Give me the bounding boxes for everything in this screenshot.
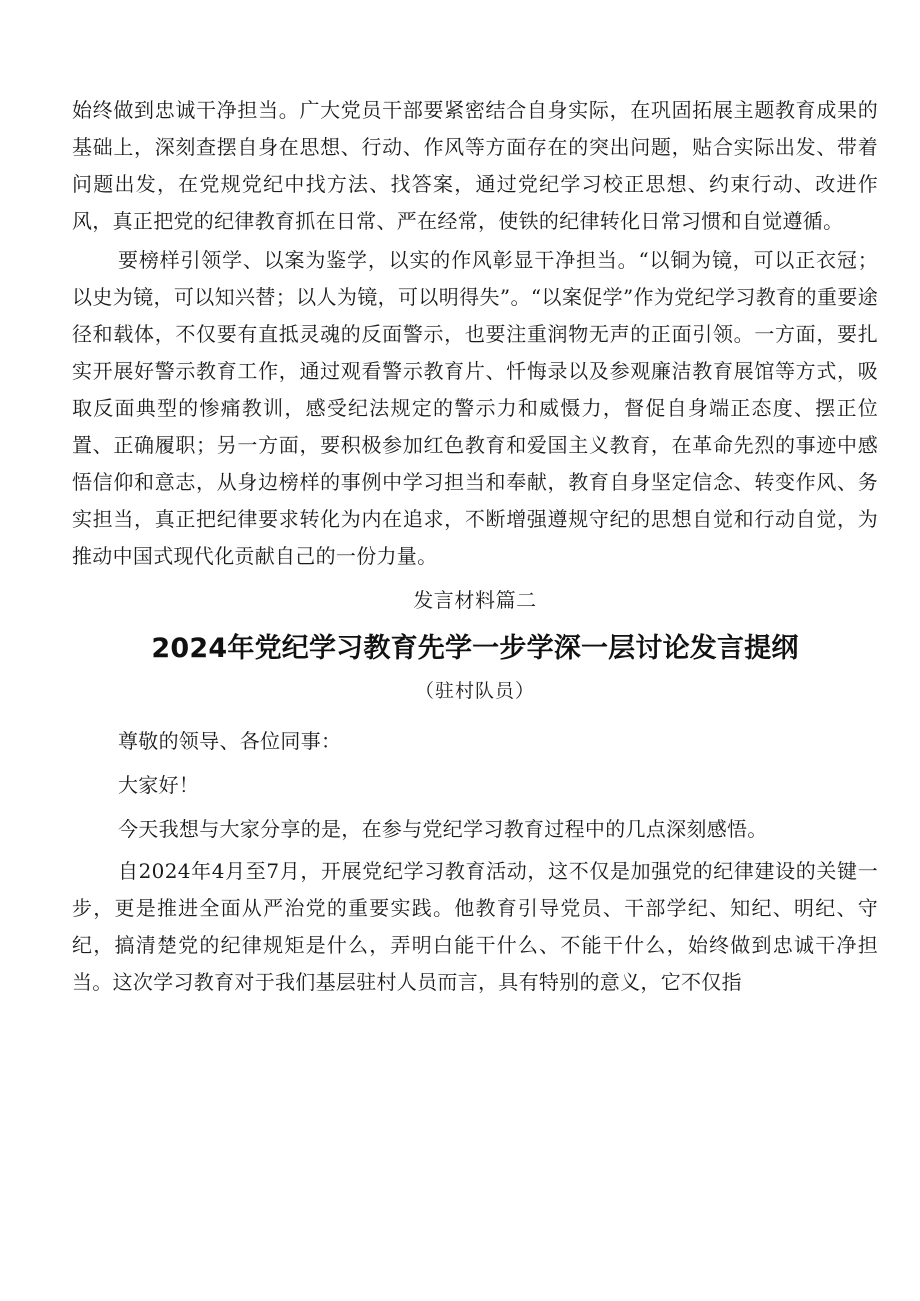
greeting-line: 尊敬的领导、各位同事： (118, 729, 342, 753)
document-page (72, 92, 878, 1001)
document-subtitle: （驻村队员） (414, 680, 535, 702)
hello-line: 大家好！ (118, 773, 200, 797)
intro-line: 今天我想与大家分享的是，在参与党纪学习教育过程中的几点深刻感悟。 (118, 817, 768, 841)
paragraph-body: 自2024年4月至7月，开展党纪学习教育活动，这不仅是加强党的纪律建设的关键一步，更是推进全面从严治党的重要实践。他教育引导党员、干部学纪、知纪、明纪、守纪，搞清楚党的纪律规矩是什么，弄明白能干什么、不能干什么，始终做到忠诚干净担当。这次学习教育对于我们基层驻村人员而言，具有特别的意义，它不仅指 (72, 859, 878, 994)
section-label: 发言材料篇二 (413, 588, 537, 612)
paragraph-role-models: 要榜样引领学、以案为鉴学，以实的作风彰显干净担当。“以铜为镜，可以正衣冠；以史为镜，可以知兴替；以人为镜，可以明得失”。“以案促学”作为党纪学习教育的重要途径和载体，不仅要有直抵灵魂的反面警示，也要注重润物无声的正面引领。一方面，要扎实开展好警示教育工作，通过观看警示教育片、忏悔录以及参观廉洁教育展馆等方式，吸取反面典型的惨痛教训，感受纪法规定的警示力和威慑力，督促自身端正态度、摆正位置、正确履职；另一方面，要积极参加红色教育和爱国主义教育，在革命先烈的事迹中感悟信仰和意志，从身边榜样的事例中学习担当和奉献，教育自身坚定信念、转变作风、务实担当，真正把纪律要求转化为内在追求，不断增强遵规守纪的思想自觉和行动自觉，为推动中国式现代化贡献自己的一份力量。 (72, 248, 878, 568)
paragraph-continuation: 始终做到忠诚干净担当。广大党员干部要紧密结合自身实际，在巩固拓展主题教育成果的基础上，深刻查摆自身在思想、行动、作风等方面存在的突出问题，贴合实际出发、带着问题出发，在党规党纪中找方法、找答案，通过党纪学习校正思想、约束行动、改进作风，真正把党的纪律教育抓在日常、严在经常，使铁的纪律转化日常习惯和自觉遵循。 (72, 98, 878, 233)
document-title: 2024年党纪学习教育先学一步学深一层讨论发言提纲 (151, 633, 799, 664)
